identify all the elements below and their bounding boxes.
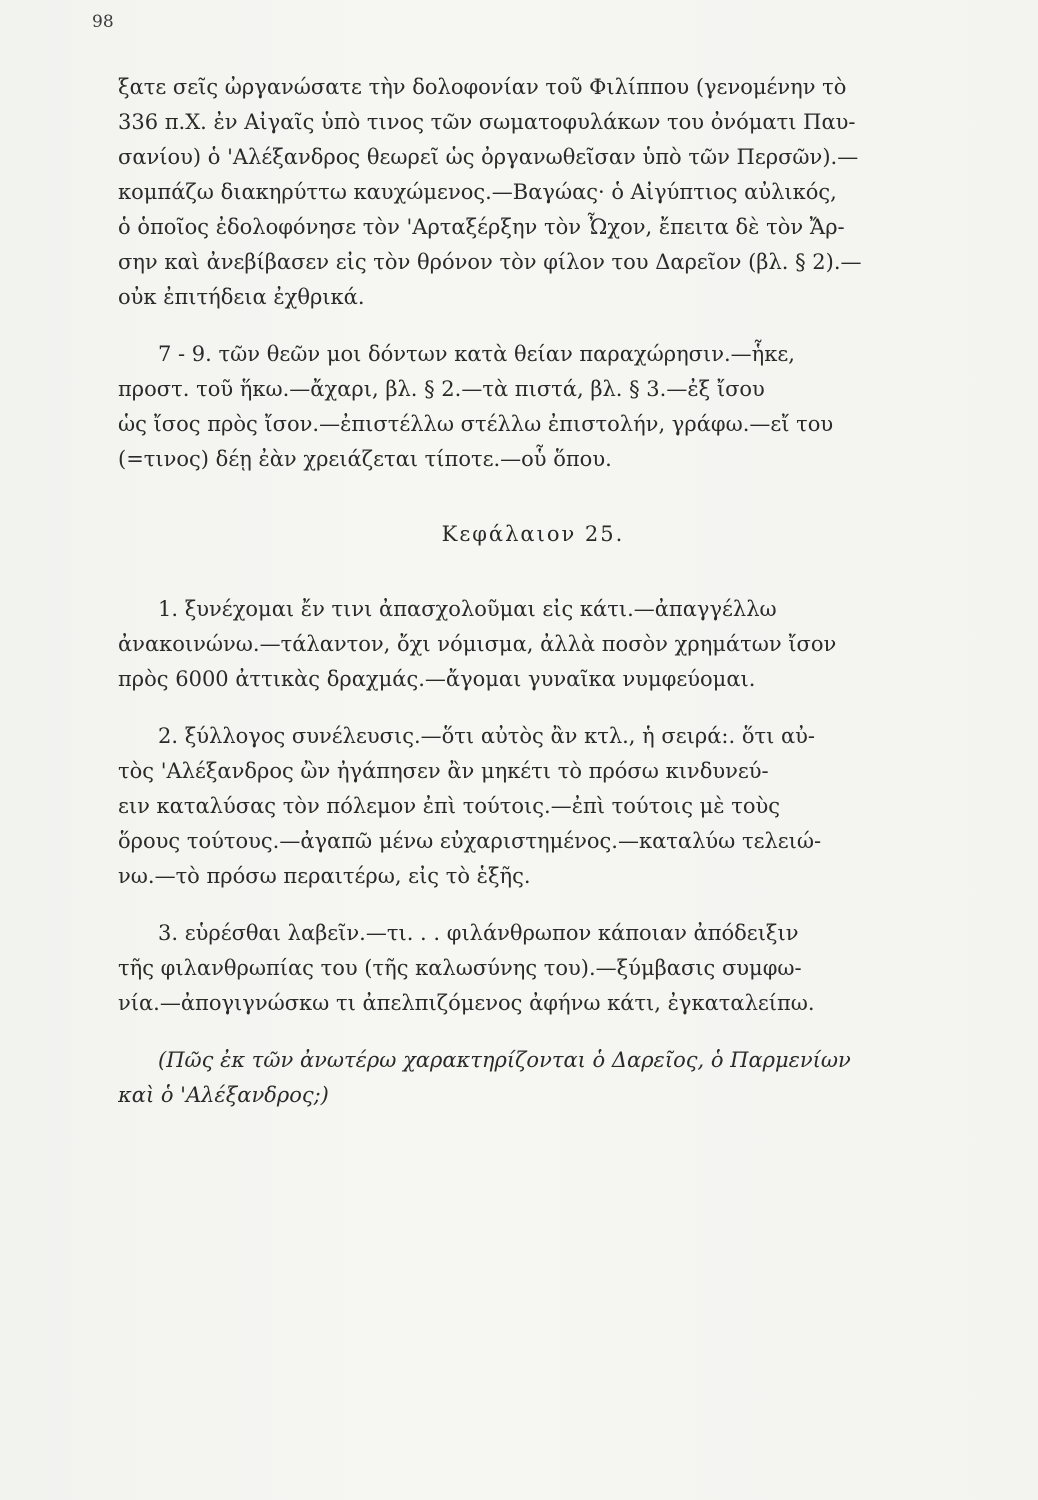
text-line: πρὸς 6000 ἀττικὰς δραχμάς.—ἄγομαι γυναῖκα νυμφεύομαι.: [118, 667, 756, 691]
text-line: καὶ ὁ 'Αλέξανδρος;): [118, 1083, 329, 1107]
text-line: 2. ξύλλογος συνέλευσις.—ὅτι αὐτὸς ἂν κτλ., ἡ σειρά:. ὅτι αὐ-: [158, 724, 816, 748]
text-line: κομπάζω διακηρύττω καυχώμενος.—Βαγώας· ὁ Αἰγύπτιος αὐλικός,: [118, 180, 837, 204]
paragraph-gap: [118, 894, 978, 916]
paragraph-previous-notes: [118, 70, 978, 315]
text-line: 3. εὑρέσθαι λαβεῖν.—τι. . . φιλάνθρωπον κάποιαν ἀπόδειξιν: [158, 921, 799, 945]
paragraph-chapter-note-3: [118, 916, 978, 1021]
text-line: ξατε σεῖς ὠργανώσατε τὴν δολοφονίαν τοῦ Φιλίππου (γενομένην τὸ: [118, 75, 847, 99]
text-line: 1. ξυνέχομαι ἔν τινι ἀπασχολοῦμαι εἰς κάτι.—ἀπαγγέλλω: [158, 597, 777, 621]
text-line: οὐκ ἐπιτήδεια ἐχθρικά.: [118, 285, 365, 309]
text-line: ὁ ὁποῖος ἐδολοφόνησε τὸν 'Αρταξέρξην τὸν Ὦχον, ἔπειτα δὲ τὸν Ἄρ-: [118, 215, 845, 239]
page-text: [118, 70, 978, 1113]
text-line: νω.—τὸ πρόσω περαιτέρω, εἰς τὸ ἑξῆς.: [118, 864, 531, 888]
page-number: 98: [92, 12, 114, 32]
paragraph-gap: [118, 315, 978, 337]
text-line: σην καὶ ἀνεβίβασεν εἰς τὸν θρόνον τὸν φίλον του Δαρεῖον (βλ. § 2).—: [118, 250, 862, 274]
paragraph-notes-7-9: [118, 337, 978, 372]
text-line: (Πῶς ἐκ τῶν ἀνωτέρω χαρακτηρίζονται ὁ Δαρεῖος, ὁ Παρμενίων: [158, 1048, 851, 1072]
review-question: [118, 1043, 978, 1113]
text-line: (=τινος) δέῃ ἐὰν χρειάζεται τίποτε.—οὗ ὅπου.: [118, 447, 612, 471]
paragraph-notes-7-9-cont: [118, 372, 978, 477]
text-line: νία.—ἀπογιγνώσκω τι ἀπελπιζόμενος ἀφήνω κάτι, ἐγκαταλείπω.: [118, 991, 815, 1015]
chapter-heading: Κεφάλαιον 25.: [441, 522, 625, 546]
text-line: τὸς 'Αλέξανδρος ὢν ἠγάπησεν ἂν μηκέτι τὸ πρόσω κινδυνεύ-: [118, 759, 769, 783]
text-line: ὅρους τούτους.—ἀγαπῶ μένω εὐχαριστημένος.—καταλύω τελειώ-: [118, 829, 822, 853]
text-line: ὡς ἴσος πρὸς ἴσον.—ἐπιστέλλω στέλλω ἐπιστολήν, γράφω.—εἴ του: [118, 412, 834, 436]
text-line: 7 - 9. τῶν θεῶν μοι δόντων κατὰ θείαν παραχώρησιν.—ἧκε,: [158, 342, 795, 366]
text-line: τῆς φιλανθρωπίας του (τῆς καλωσύνης του).—ξύμβασις συμφω-: [118, 956, 802, 980]
paragraph-gap: [118, 1021, 978, 1043]
text-line: 336 π.Χ. ἐν Αἰγαῖς ὑπὸ τινος τῶν σωματοφυλάκων του ὀνόματι Παυ-: [118, 110, 856, 134]
text-line: προστ. τοῦ ἥκω.—ἄχαρι, βλ. § 2.—τὰ πιστά, βλ. § 3.—ἐξ ἴσου: [118, 377, 765, 401]
paragraph-gap: [118, 697, 978, 719]
paragraph-gap: [118, 552, 978, 592]
text-line: σανίου) ὁ 'Αλέξανδρος θεωρεῖ ὡς ὀργανωθεῖσαν ὑπὸ τῶν Περσῶν).—: [118, 145, 859, 169]
paragraph-chapter-note-2: [118, 719, 978, 894]
text-line: ειν καταλύσας τὸν πόλεμον ἐπὶ τούτοις.—ἐπὶ τούτοις μὲ τοὺς: [118, 794, 781, 818]
paragraph-gap: [118, 477, 978, 517]
paragraph-chapter-note-1: [118, 592, 978, 697]
text-line: ἀνακοινώνω.—τάλαντον, ὄχι νόμισμα, ἀλλὰ ποσὸν χρημάτων ἴσον: [118, 632, 837, 656]
